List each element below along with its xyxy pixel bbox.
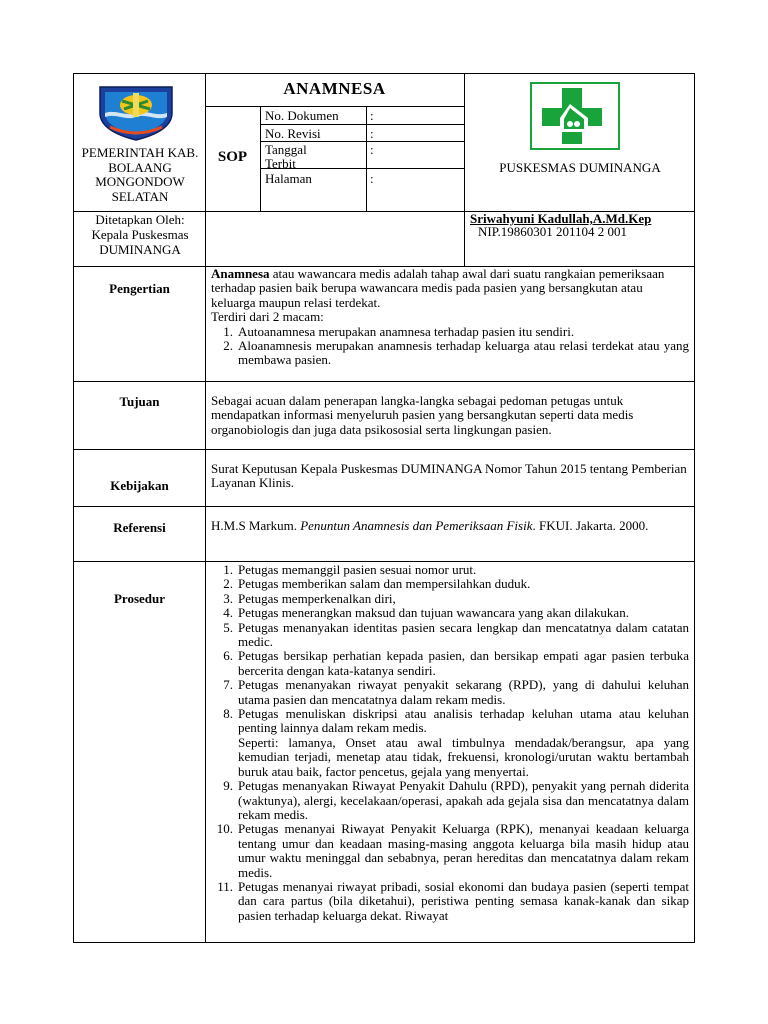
pengertian-definition-text: atau wawancara medis adalah tahap awal dari suatu rangkaian pemeriksaan terhadap pasien baik berupa wawancara medis pada pasien yang bersangkutan atau keluarga maupun relasi terdekat. [211,266,665,310]
list-item: 11. Petugas menanyai riwayat pribadi, sosial ekonomi dan budaya pasien (seperti tempat dan cara partus (bila diketahui), peristiwa penting semasa kanak-kanak dan sikap pasien terhadap keluarga dekat. Riwayat [217,878,689,923]
referensi-book: Penuntun Anamnesis dan Pemeriksaan Fisik [300,518,533,533]
sop-label: SOP [217,149,248,165]
referensi-publisher: . FKUI. Jakarta. 2000. [532,518,649,533]
revision-label: No. Revisi [265,126,321,141]
revision-value: : [370,126,374,141]
doc-number-value: : [370,108,374,123]
pengertian-content [211,267,689,368]
list-item: 4. Petugas menerangkan maksud dan tujuan wawancara yang akan dilakukan. [223,605,629,621]
field-divider [366,106,367,211]
page-label: Halaman [265,171,312,186]
list-item: 2. Petugas memberikan salam dan mempersilahkan duduk. [223,576,531,592]
column-divider [205,74,206,943]
pengertian-title: Pengertian [109,281,170,296]
referensi-title: Referensi [113,520,166,535]
puskesmas-name: PUSKESMAS DUMINANGA [499,160,661,175]
tujuan-text: Sebagai acuan dalam penerapan langka-langka sebagai pedoman petugas untuk mendapatkan informasi menyeluruh pasien yang bersangkutan seperti data medis organobiologis dan juga data psikososial serta lingkungan pasien. [211,393,634,437]
prosedur-title: Prosedur [113,591,166,606]
kabupaten-logo [96,83,176,141]
pengertian-intro: Terdiri dari 2 macam: [211,309,324,325]
list-item: 7. Petugas menanyakan riwayat penyakit sekarang (RPD), yang di dahului keluhan utama pasien dan mencatatnya dalam rekam medis. [223,677,689,707]
pengertian-definition [211,267,689,310]
prosedur-list [211,563,689,923]
list-item: 6. Petugas bersikap perhatian kepada pasien, dan bersikap empati agar pasien terbuka bercerita dengan kata-katanya sendiri. [223,648,689,678]
list-item: 2. Aloanamnesis merupakan anamnesis terhadap keluarga atau relasi terdekat atau yang membawa pasien. [223,338,689,368]
kebijakan-bottom-line [74,506,695,507]
pengertian-bottom-line [74,381,695,382]
established-by: Ditetapkan Oleh: Kepala Puskesmas DUMINANGA [91,212,189,257]
list-item: 5. Petugas menanyakan identitas pasien secara lengkap dan mencatatnya dalam catatan medic. [223,619,689,650]
tujuan-bottom-line [74,449,695,450]
puskesmas-logo [530,82,620,150]
field-row-line [260,124,464,125]
signer-name: Sriwahyuni Kadullah,A.Md.Kep [470,211,652,226]
signer-nip: NIP.19860301 201104 2 001 [478,224,628,239]
list-item: 1. Petugas memanggil pasien sesuai nomor urut. [223,562,477,577]
referensi-author: H.M.S Markum. [211,518,301,533]
doc-number-label: No. Dokumen [265,108,339,123]
page-value: : [370,171,374,186]
referensi-text [211,519,689,533]
list-item: 8. Petugas menuliskan diskripsi atau analisis terhadap keluhan utama atau keluhan penting lainnya dalam rekam medis. Seperti: lamanya, Onset atau awal timbulnya mendadak/berangsur, apa yang kemudian terjadi, menetap atau tidak, frekuensi, kronologi/urutan waktu bertambah buruk atau baik, factor pencetus, gejala yang menyertai. [223,706,689,779]
government-name: PEMERINTAH KAB. BOLAANG MONGONDOW SELATAN [81,145,199,204]
list-item: 1. Autoanamnesa merupakan anamnesa terhadap pasien itu sendiri. [223,323,575,339]
sop-document [73,73,695,943]
tujuan-title: Tujuan [119,394,160,409]
list-item-detail: Seperti: lamanya, Onset atau awal timbulnya mendadak/berangsur, apa yang kemudian terjadi, menetap atau tidak, frekuensi, kronologi/urutan waktu bertambah buruk atau baik, factor pencetus, gejala yang menyertai. [238,734,689,779]
title-divider [205,106,464,107]
kabupaten-emblem-icon [96,83,176,141]
kebijakan-text: Surat Keputusan Kepala Puskesmas DUMINANGA Nomor Tahun 2015 tentang Pemberian Layanan Klinis. [211,461,687,491]
puskesmas-cross-icon [530,82,620,150]
list-item: 3. Petugas memperkenalkan diri, [223,590,396,606]
issue-date-value: : [370,142,374,157]
list-item: 10. Petugas menanyai Riwayat Penyakit Keluarga (RPK), menanyai keadaan keluarga tentang umur dan keadaan masing-masing anggota keluarga bila masih hidup atau umur waktu meninggal dan sebabnya, peran hereditas dan mencatatnya dalam rekam medis. [216,821,689,880]
issue-date-label: Tanggal Terbit [265,142,307,171]
list-item: 9. Petugas menanyakan Riwayat Penyakit Dahulu (RPD), penyakit yang pernah diderita (waktunya), alergi, kecelakaan/operasi, apakah ada gejala sisa dan mencatatnya dalam rekam medis. [223,778,689,822]
sop-divider [260,106,261,211]
pengertian-term: Anamnesa [211,266,270,281]
page-title: ANAMNESA [283,79,386,98]
kebijakan-title: Kebijakan [110,478,169,493]
